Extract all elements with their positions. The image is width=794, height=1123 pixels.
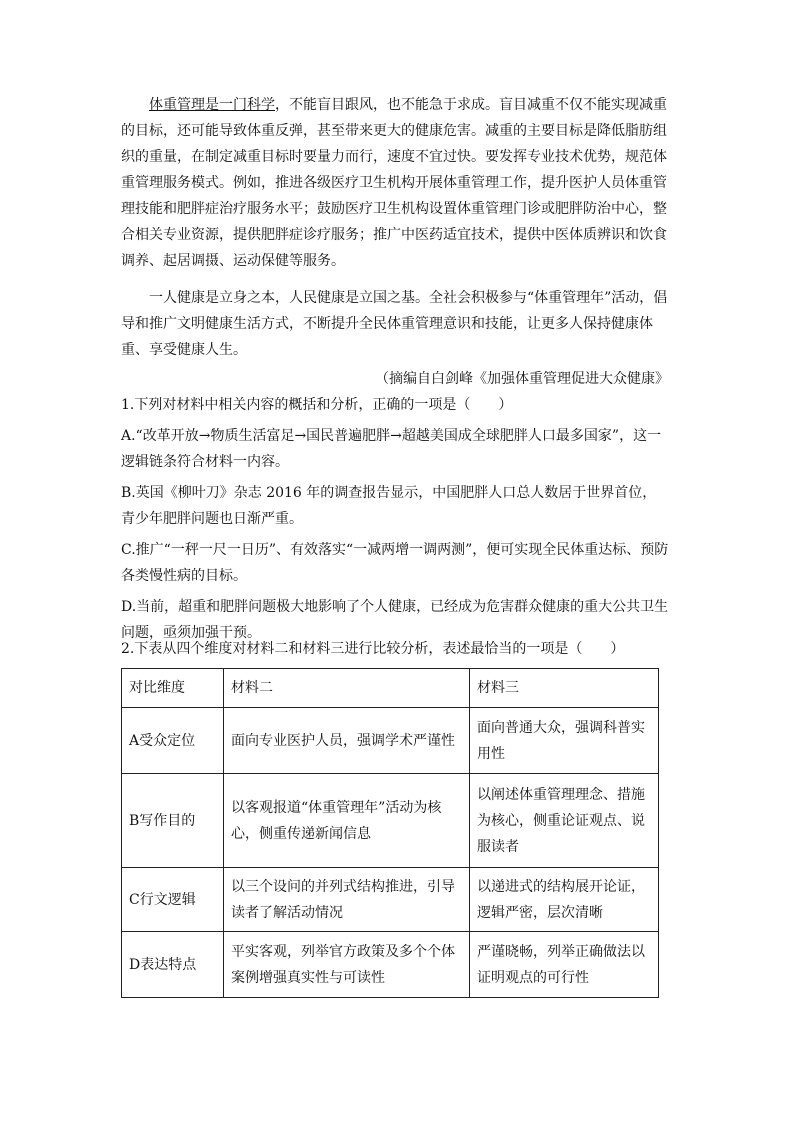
- paragraph-text: ，不能盲目跟风，也不能急于求成。盲目减重不仅不能实现减重的目标，还可能导致体重反弹，甚至带来更大的健康危害。减重的主要目标是降低脂肪组织的重量，在制定减重目标时要量力而行，速度不宜过快。要发挥专业技术优势，规范体重管理服务模式。例如，推进各级医疗卫生机构开展体重管理工作，提升医护人员体重管理技能和肥胖症治疗服务水平；鼓励医疗卫生机构设置体重管理门诊或肥胖防治中心，整合相关专业资源，提供肥胖症诊疗服务；推广中医药适宜技术，提供中医体质辨识和饮食调养、起居调摄、运动保健等服务。: [121, 97, 667, 269]
- table-row: [122, 932, 659, 998]
- table-row: [122, 868, 659, 932]
- comparison-table: [121, 668, 659, 998]
- question-stem: 1.下列对材料中相关内容的概括和分析，正确的一项是（ ）: [121, 397, 513, 413]
- option-a: A.“改革开放→物质生活富足→国民普遍肥胖→超越美国成全球肥胖人口最多国家”，这一逻辑链条符合材料一内容。: [121, 428, 662, 470]
- question-1: [121, 392, 669, 646]
- table-cell: 面向普通大众，强调科普实用性: [470, 708, 659, 774]
- table-cell: A受众定位: [122, 708, 224, 774]
- table-header-row: [122, 669, 659, 708]
- question-2: [121, 636, 669, 662]
- passage-paragraph-2: [121, 285, 669, 363]
- underlined-phrase: 体重管理是一门科学: [149, 97, 275, 113]
- table-cell: 以三个设问的并列式结构推进，引导读者了解活动情况: [224, 868, 470, 932]
- table-cell: 以递进式的结构展开论证，逻辑严密，层次清晰: [470, 868, 659, 932]
- table-header-cell: 材料二: [224, 669, 470, 708]
- option-b: B.英国《柳叶刀》杂志 2016 年的调查报告显示，中国肥胖人口总人数居于世界首位，青少年肥胖问题也日渐严重。: [121, 485, 657, 527]
- question-stem: 2.下表从四个维度对材料二和材料三进行比较分析，表述最恰当的一项是（ ）: [121, 641, 625, 657]
- table-cell: C行文逻辑: [122, 868, 224, 932]
- table-row: [122, 774, 659, 868]
- option-d: D.当前，超重和肥胖问题极大地影响了个人健康，已经成为危害群众健康的重大公共卫生问题，亟须加强干预。: [121, 599, 669, 641]
- passage-paragraph-1: [121, 92, 669, 274]
- paragraph-text: 一人健康是立身之本，人民健康是立国之基。全社会积极参与“体重管理年”活动，倡导和推广文明健康生活方式，不断提升全民体重管理意识和技能，让更多人保持健康体重、享受健康人生。: [121, 290, 668, 358]
- table-cell: 严谨晓畅，列举正确做法以证明观点的可行性: [470, 932, 659, 998]
- table-cell: D表达特点: [122, 932, 224, 998]
- table-header-cell: 材料三: [470, 669, 659, 708]
- option-c: C.推广“一秤一尺一日历”、有效落实“一减两增一调两测”，便可实现全民体重达标、预防各类慢性病的目标。: [121, 542, 669, 584]
- table-header-cell: 对比维度: [122, 669, 224, 708]
- table-cell: 以客观报道“体重管理年”活动为核心，侧重传递新闻信息: [224, 774, 470, 868]
- table-cell: B写作目的: [122, 774, 224, 868]
- table-row: [122, 708, 659, 774]
- table-cell: 面向专业医护人员，强调学术严谨性: [224, 708, 470, 774]
- table-cell: 平实客观，列举官方政策及多个个体案例增强真实性与可读性: [224, 932, 470, 998]
- source-citation: （摘编自白剑峰《加强体重管理促进大众健康》: [375, 371, 669, 387]
- table-cell: 以阐述体重管理理念、措施为核心，侧重论证观点、说服读者: [470, 774, 659, 868]
